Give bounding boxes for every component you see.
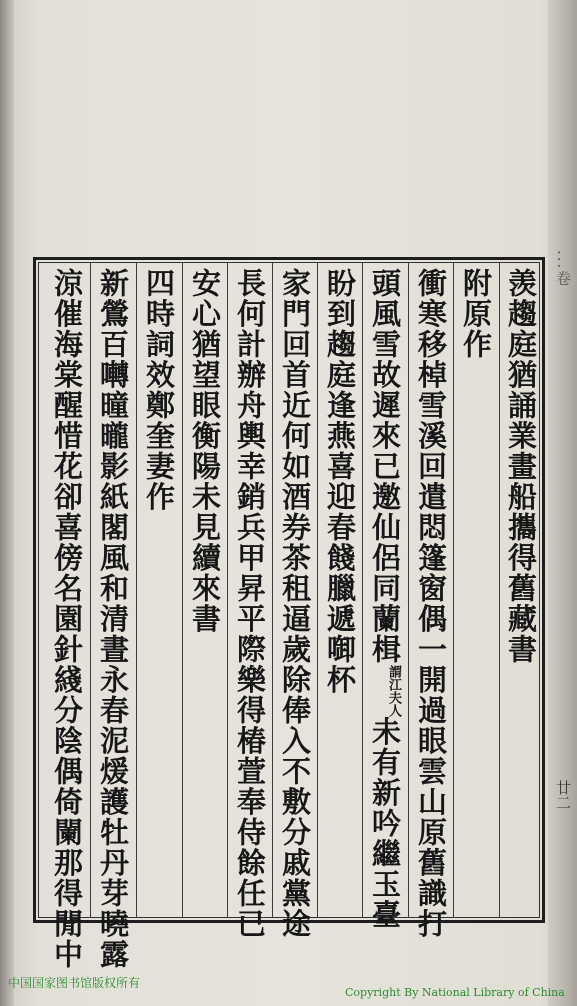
- column-text-after: 未有新吟繼玉臺: [368, 716, 402, 930]
- text-column-2: [453, 268, 499, 918]
- text-column-7: [227, 268, 273, 939]
- copyright-cn: 中国国家图书馆版权所有: [8, 976, 141, 990]
- copyright-en: Copyright By National Library of China: [345, 986, 565, 999]
- text-column-1: [498, 268, 544, 918]
- column-text: 新鶯百囀曈曨影紙閣風和清晝永春泥煖護牡丹芽曉露: [96, 268, 130, 970]
- text-column-9: [136, 268, 182, 918]
- text-column-10: [90, 268, 136, 970]
- folio-number: 廿二: [554, 780, 572, 810]
- column-text: 長何計辦舟輿幸銷兵甲昇平際樂得椿萱奉侍餘任已: [233, 268, 267, 939]
- left-binding-edge: [0, 0, 14, 1006]
- text-column-3: [408, 268, 454, 939]
- column-text: 羡趨庭猶誦業畫船攜得舊藏書: [504, 268, 538, 665]
- column-text: 四時詞效鄭奎妻作: [142, 268, 176, 512]
- text-column-4: [362, 268, 408, 930]
- column-text: 頭風雪故遲來已邀仙侶同蘭楫: [368, 268, 402, 665]
- column-text: 涼催海棠醒惜花卻喜傍名園針綫分陰偶倚闌那得閒中: [50, 268, 84, 970]
- column-text: 家門回首近何如酒券茶租逼歲除俸入不敷分戚黨途: [278, 268, 312, 939]
- right-fore-edge: [548, 0, 577, 1006]
- edge-title: ...卷: [554, 250, 572, 288]
- column-text: 盼到趨庭逢燕喜迎春餞臘遞啣杯: [323, 268, 357, 695]
- text-column-8: [182, 268, 228, 918]
- column-text: 附原作: [459, 268, 493, 360]
- text-column-5: [317, 268, 363, 918]
- column-text: 安心猶望眼衡陽未見續來書: [188, 268, 222, 634]
- interlinear-note: 謂江夫人: [386, 664, 401, 717]
- text-column-11: [44, 268, 90, 970]
- column-text: 衝寒移棹雪溪回遣悶篷窗偶一開過眼雲山原舊識打: [414, 268, 448, 939]
- text-column-6: [272, 268, 318, 939]
